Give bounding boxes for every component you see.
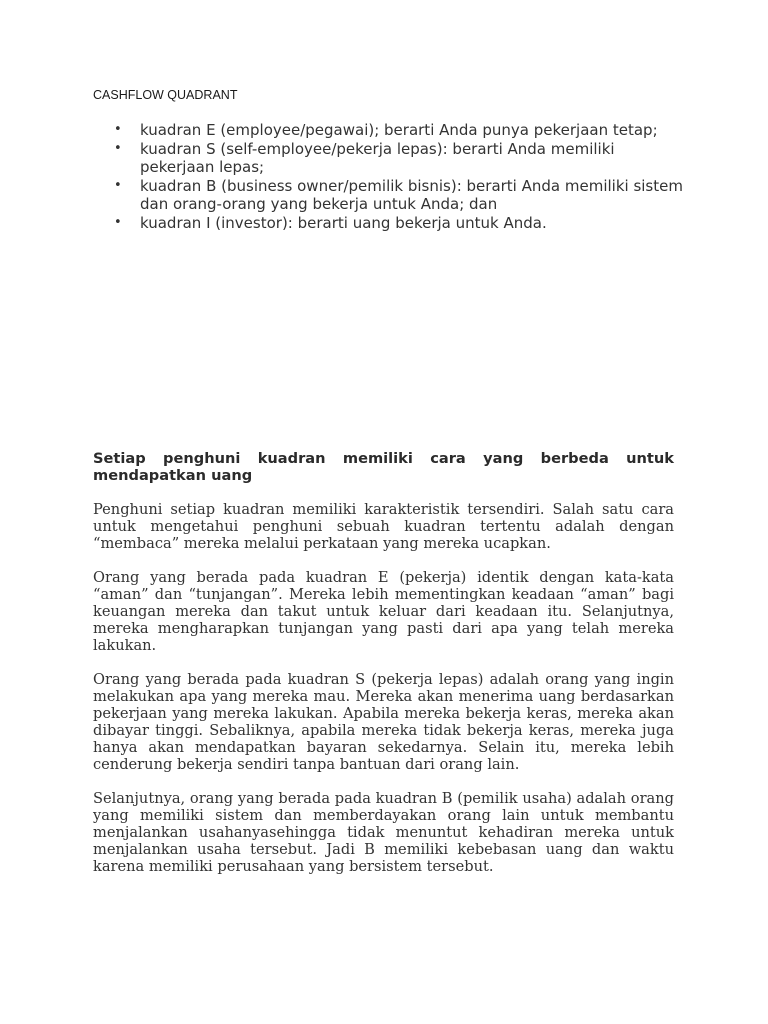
bullet-icon: • <box>114 122 122 137</box>
document-body <box>93 450 674 892</box>
list-item-text: kuadran B (business owner/pemilik bisnis): berarti Anda memiliki sistem dan orang-orang yang bekerja untuk Anda; dan <box>140 176 683 213</box>
paragraph: Penghuni setiap kuadran memiliki karakteristik tersendiri. Salah satu cara untuk mengetahui penghuni sebuah kuadran tertentu adalah dengan “membaca” mereka melalui perkataan yang mereka ucapkan. <box>93 501 674 552</box>
list-item <box>93 214 683 233</box>
paragraph: Selanjutnya, orang yang berada pada kuadran B (pemilik usaha) adalah orang yang memiliki sistem dan memberdayakan orang lain untuk membantu menjalankan usahanyasehingga tidak menuntut kehadiran mereka untuk menjalankan usaha tersebut. Jadi B memiliki kebebasan uang dan waktu karena memiliki perusahaan yang bersistem tersebut. <box>93 790 674 875</box>
list-item-text: kuadran E (employee/pegawai); berarti Anda punya pekerjaan tetap; <box>140 121 658 139</box>
list-item <box>93 177 683 214</box>
bullet-icon: • <box>114 140 122 156</box>
list-item-text: kuadran S (self-employee/pekerja lepas): berarti Anda memiliki pekerjaan lepas; <box>140 139 615 176</box>
quadrant-bullet-list <box>93 121 683 232</box>
list-item <box>93 121 683 140</box>
list-item-text: kuadran I (investor): berarti uang bekerja untuk Anda. <box>140 213 547 232</box>
section-heading: Setiap penghuni kuadran memiliki cara yang berbeda untuk mendapatkan uang <box>93 450 674 484</box>
document-title: CASHFLOW QUADRANT <box>93 88 238 102</box>
bullet-icon: • <box>114 177 122 193</box>
bullet-icon: • <box>114 214 122 230</box>
list-item <box>93 140 683 177</box>
paragraph: Orang yang berada pada kuadran S (pekerja lepas) adalah orang yang ingin melakukan apa yang mereka mau. Mereka akan menerima uang berdasarkan pekerjaan yang mereka lakukan. Apabila mereka bekerja keras, mereka akan dibayar tinggi. Sebaliknya, apabila mereka tidak bekerja keras, mereka juga hanya akan mendapatkan bayaran sekedarnya. Selain itu, mereka lebih cenderung bekerja sendiri tanpa bantuan dari orang lain. <box>93 671 674 773</box>
paragraph: Orang yang berada pada kuadran E (pekerja) identik dengan kata-kata “aman” dan “tunjangan”. Mereka lebih mementingkan keadaan “aman” bagi keuangan mereka dan takut untuk keluar dari keadaan itu. Selanjutnya, mereka mengharapkan tunjangan yang pasti dari apa yang telah mereka lakukan. <box>93 569 674 654</box>
